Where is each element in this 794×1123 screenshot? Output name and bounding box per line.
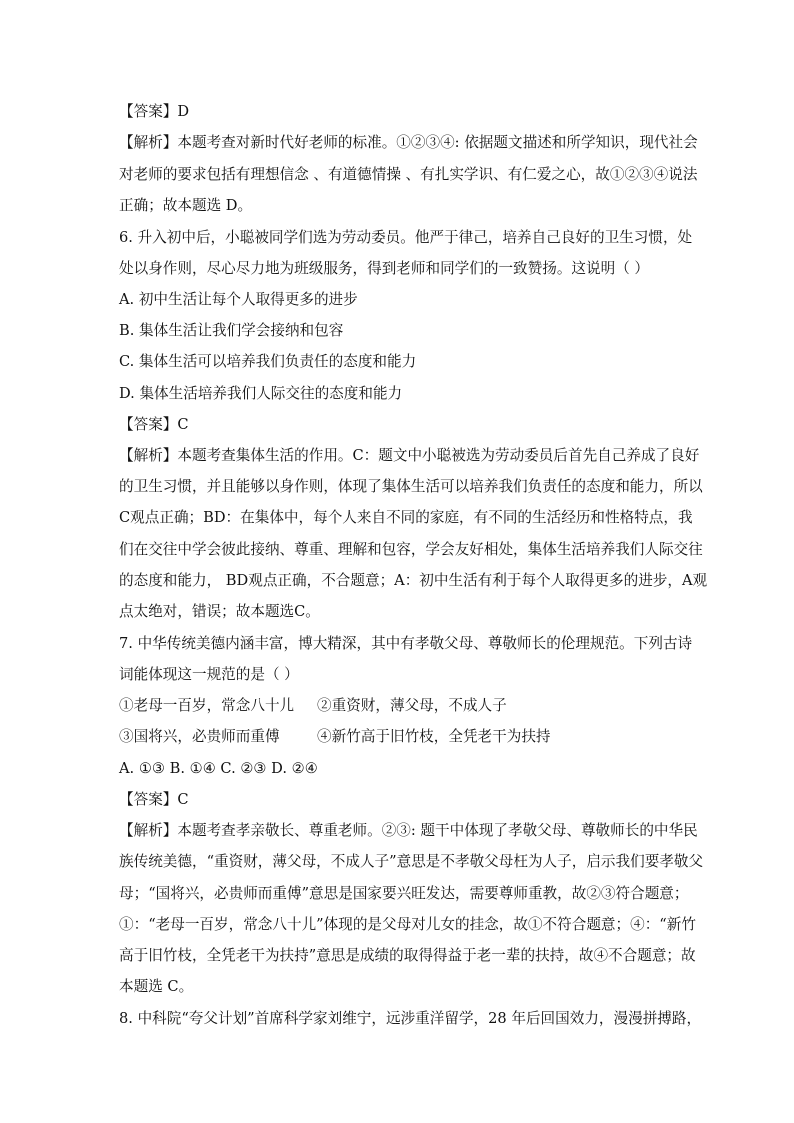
- analysis-line: 母；“国将兴，必贵师而重傅”意思是国家要兴旺发达，需要尊师重教，故②③符合题意；: [119, 885, 689, 902]
- analysis-line: 本题选 C。: [119, 978, 194, 995]
- option-b: B. 集体生活让我们学会接纳和包容: [119, 322, 344, 339]
- analysis-line: 的卫生习惯，并且能够以身作则，体现了集体生活可以培养我们负责任的态度和能力，所以: [119, 478, 703, 495]
- option-d: D. 集体生活培养我们人际交往的态度和能力: [119, 385, 403, 402]
- answer-line: 【答案】C: [119, 416, 189, 433]
- options-line: A. ①③ B. ①④ C. ②③ D. ②④: [119, 760, 318, 777]
- poem-item-4: ④新竹高于旧竹枝，全凭老干为扶持: [317, 728, 551, 745]
- analysis-line: 【解析】本题考查对新时代好老师的标准。①②③④: 依据题文描述和所学知识，现代社会: [119, 134, 698, 151]
- poem-item-2: ②重资财，薄父母，不成人子: [317, 697, 507, 714]
- question-stem: 7. 中华传统美德内涵丰富，博大精深，其中有孝敬父母、尊敬师长的伦理规范。下列古诗: [119, 635, 693, 652]
- analysis-line: C观点正确；BD：在集体中，每个人来自不同的家庭，有不同的生活经历和性格特点，我: [119, 509, 693, 526]
- question-stem: 8. 中科院“夸父计划”首席科学家刘维宁，远涉重洋留学，28 年后回国效力，漫漫拼搏路，: [119, 1010, 702, 1027]
- analysis-line: 对老师的要求包括有理想信念 、有道德情操 、有扎实学识、有仁爱之心，故①②③④说法: [119, 166, 698, 183]
- answer-line: 【答案】C: [119, 791, 189, 808]
- analysis-line: ①：“老母一百岁，常念八十儿”体现的是父母对儿女的挂念，故①不符合题意；④：“新竹: [119, 916, 696, 933]
- question-stem: 6. 升入初中后，小聪被同学们选为劳动委员。他严于律己，培养自己良好的卫生习惯，处: [119, 229, 693, 246]
- analysis-line: 【解析】本题考查孝亲敬长、尊重老师。②③: 题干中体现了孝敬父母、尊敬师长的中华民: [119, 822, 698, 839]
- question-stem: 处以身作则，尽心尽力地为班级服务，得到老师和同学们的一致赞扬。这说明（ ）: [119, 260, 650, 277]
- poem-item-3: ③国将兴，必贵师而重傅: [119, 728, 280, 745]
- option-a: A. 初中生活让每个人取得更多的进步: [119, 291, 358, 308]
- poem-item-1: ①老母一百岁，常念八十儿: [119, 697, 295, 714]
- analysis-line: 正确；故本题选 D。: [119, 197, 253, 214]
- answer-line: 【答案】D: [119, 103, 190, 120]
- analysis-line: 高于旧竹枝，全凭老干为扶持”意思是成绩的取得得益于老一辈的扶持，故④不合题意；故: [119, 947, 696, 964]
- analysis-line: 的态度和能力， BD观点正确，不合题意；A：初中生活有利于每个人取得更多的进步，A观: [119, 572, 708, 589]
- analysis-line: 族传统美德，“重资财，薄父母，不成人子”意思是不孝敬父母枉为人子，启示我们要孝敬父: [119, 853, 704, 870]
- option-c: C. 集体生活可以培养我们负责任的态度和能力: [119, 353, 417, 370]
- analysis-line: 【解析】本题考查集体生活的作用。C：题文中小聪被选为劳动委员后首先自己养成了良好: [119, 447, 700, 464]
- analysis-line: 点太绝对，错误；故本题选C。: [119, 603, 320, 620]
- question-stem: 词能体现这一规范的是（ ）: [119, 666, 299, 683]
- analysis-line: 们在交往中学会彼此接纳、尊重、理解和包容，学会友好相处，集体生活培养我们人际交往: [119, 541, 703, 558]
